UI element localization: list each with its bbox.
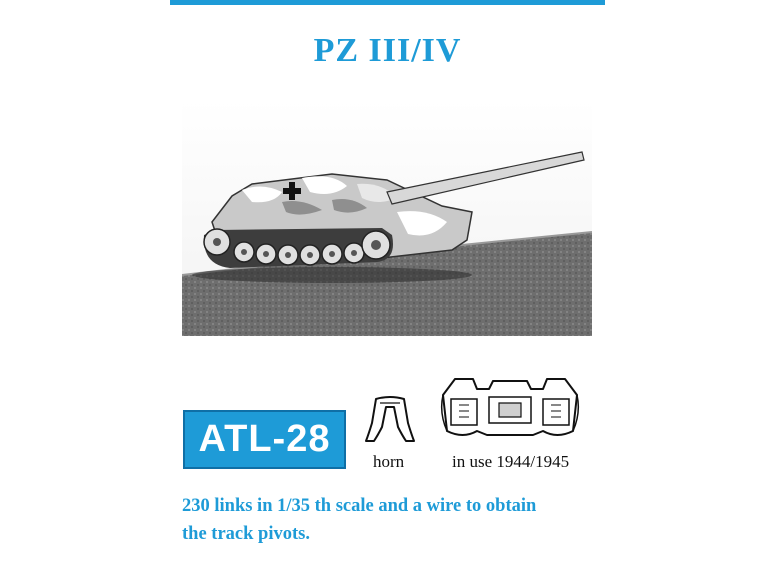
product-code-badge: ATL-28 (183, 410, 346, 469)
usage-label: in use 1944/1945 (452, 452, 570, 471)
horn-label: horn (373, 452, 405, 471)
track-horn-icon (364, 395, 416, 445)
top-rule (170, 0, 605, 5)
description-line-2: the track pivots. (182, 524, 310, 544)
product-description (182, 492, 602, 548)
track-link-icon (437, 375, 583, 443)
page-title: PZ III/IV (313, 32, 462, 69)
description-line-1: 230 links in 1/35 th scale and a wire to obtain (182, 496, 537, 516)
tank-photo (182, 100, 592, 336)
